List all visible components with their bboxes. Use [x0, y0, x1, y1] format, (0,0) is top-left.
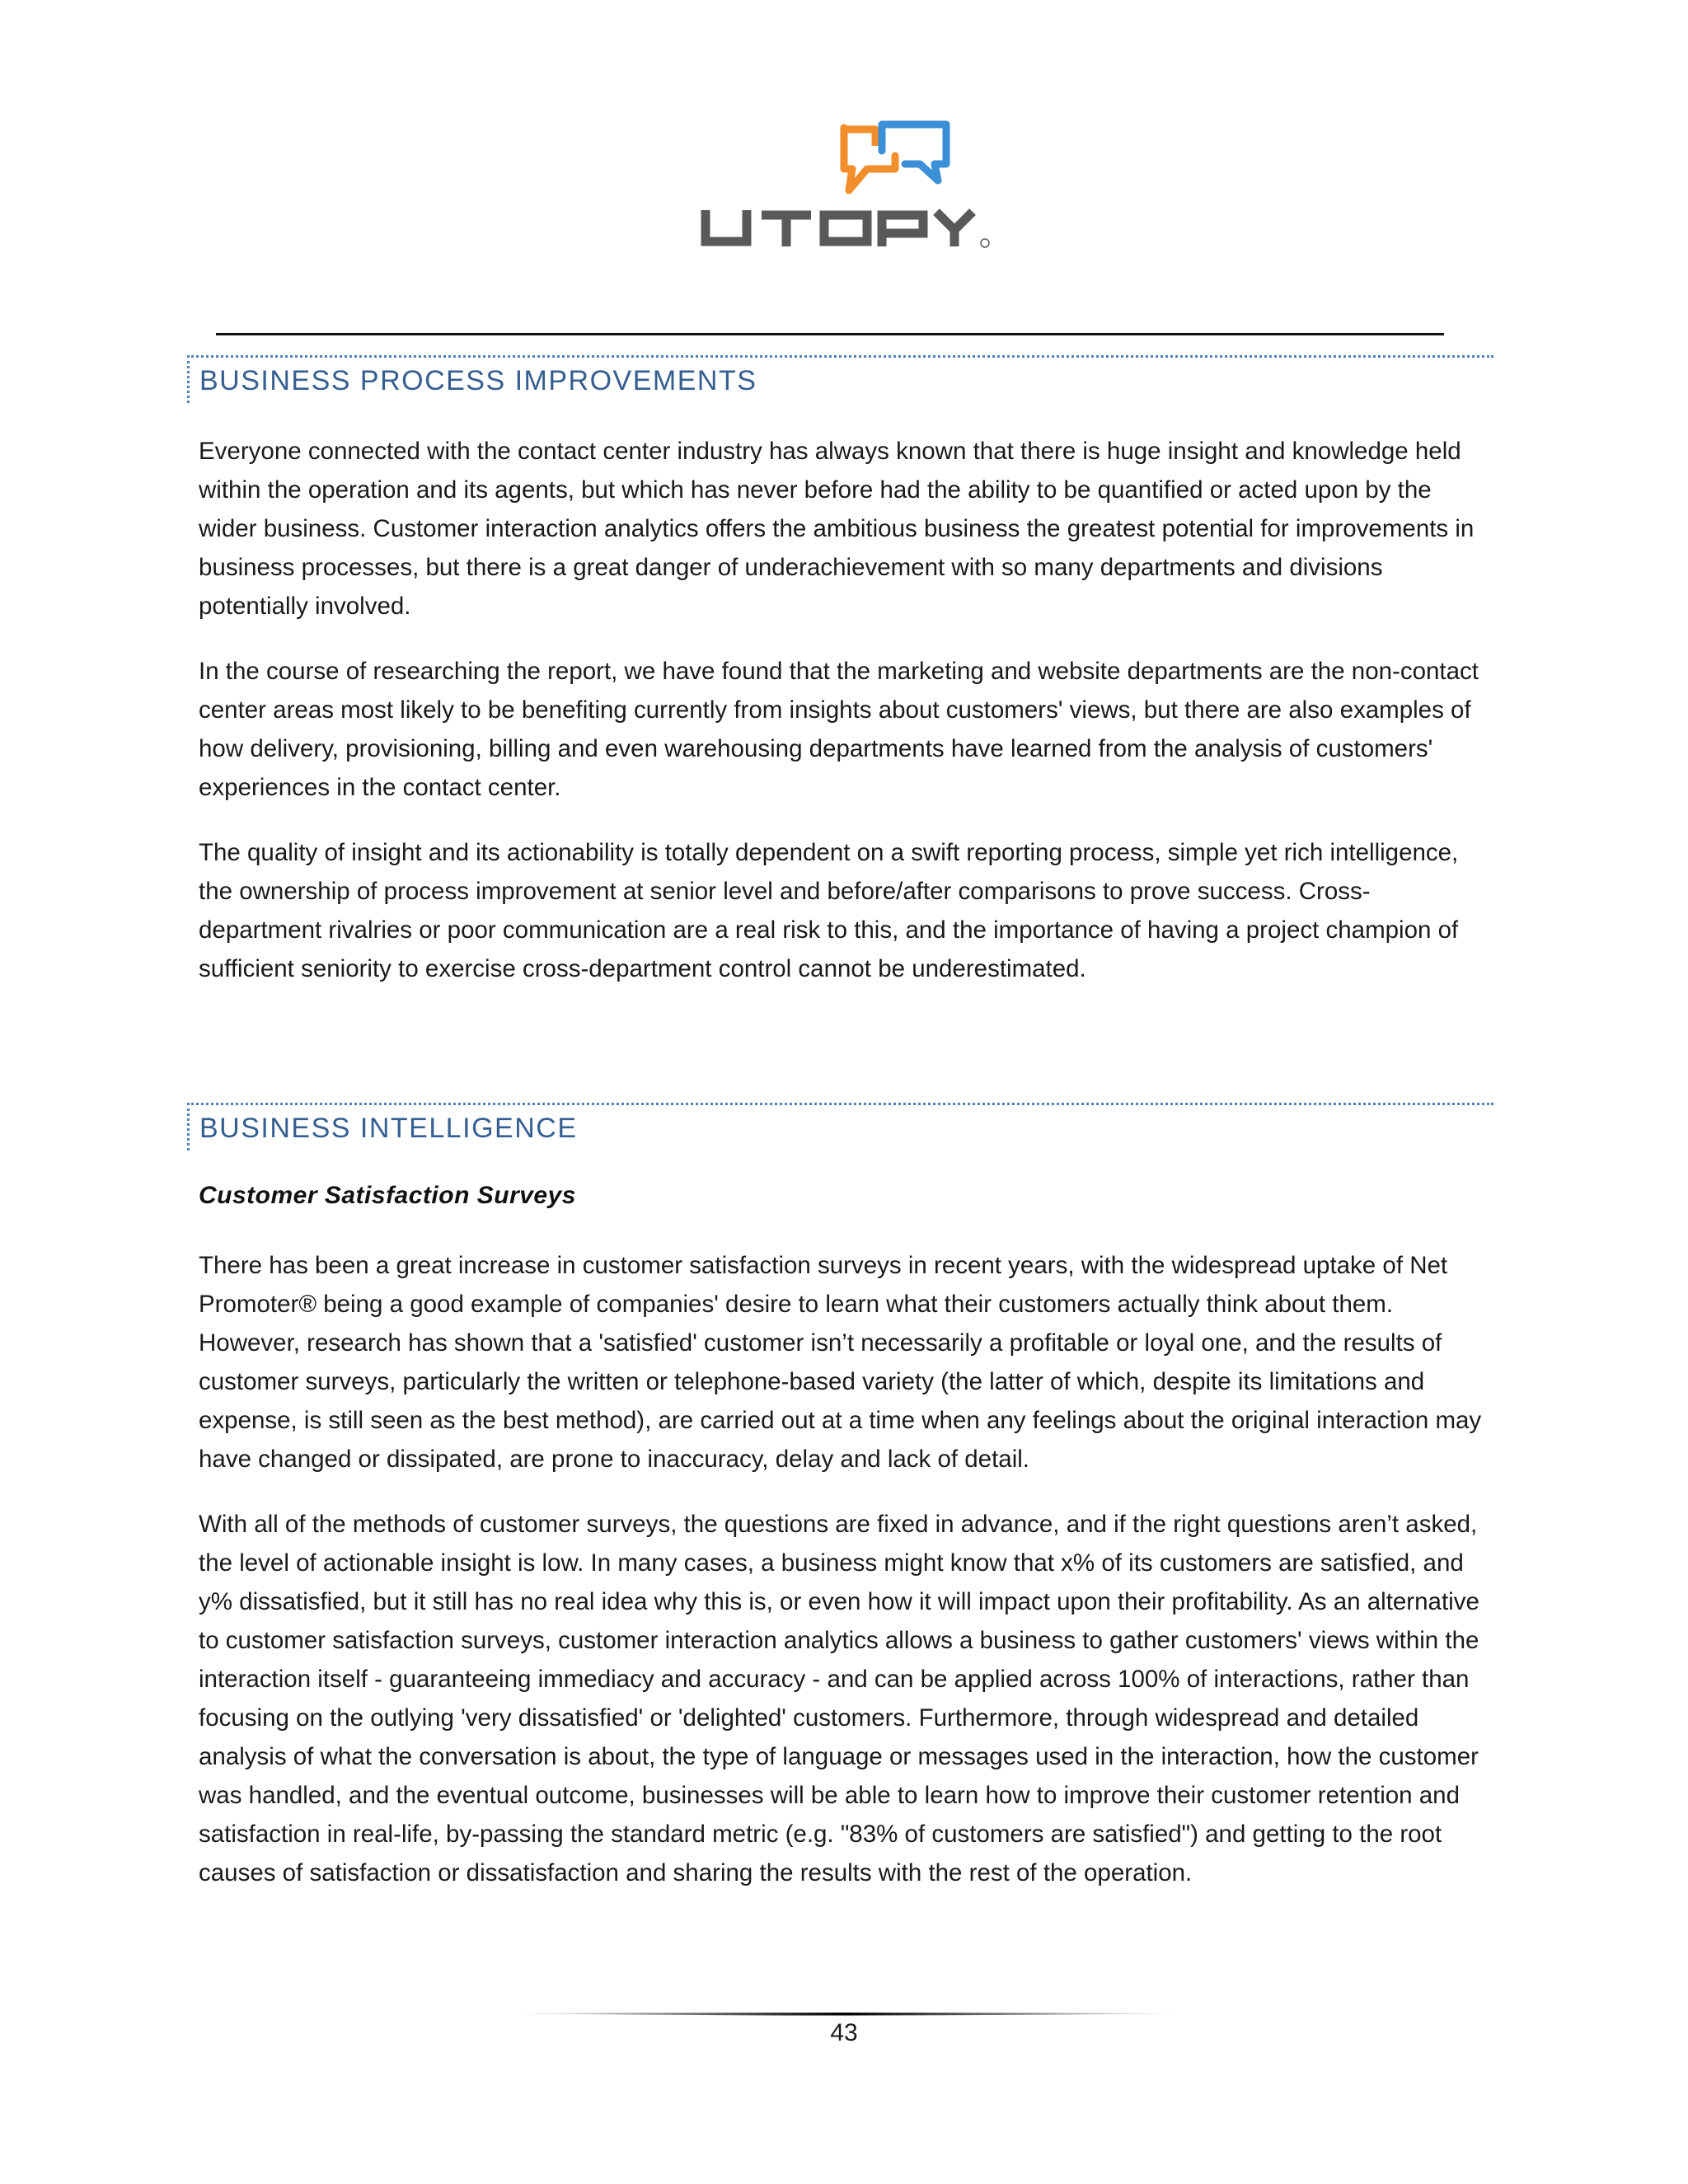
utopy-logo	[699, 120, 992, 255]
paragraph: The quality of insight and its actionability is totally dependent on a swift reporting process, simple yet rich intelligence, the ownership of process improvement at senior level and before/after comparisons to prove success. Cross-department rivalries or poor communication are a real risk to this, and the importance of having a project champion of sufficient seniority to exercise cross-department control cannot be underestimated.	[199, 839, 1459, 982]
section-business-intelligence	[187, 1103, 1493, 1151]
section-heading-box	[187, 1103, 1493, 1151]
section-heading-box	[187, 355, 1493, 403]
page-number: 43	[830, 2019, 858, 2046]
section-business-process-improvements	[187, 355, 1493, 403]
paragraph: There has been a great increase in customer satisfaction surveys in recent years, with the widespread uptake of Net Promoter® being a good example of companies' desire to learn what their customers actually think about them. However, research has shown that a 'satisfied' customer isn’t necessarily a profitable or loyal one, and the results of customer surveys, particularly the written or telephone-based variety (the latter of which, despite its limitations and expense, is still seen as the best method), are carried out at a time when any feelings about the original interaction may have changed or dissipated, are prone to inaccuracy, delay and lack of detail.	[199, 1252, 1482, 1473]
section-heading: BUSINESS PROCESS IMPROVEMENTS	[199, 365, 757, 396]
paragraph: With all of the methods of customer surveys, the questions are fixed in advance, and if the right questions aren’t asked, the level of actionable insight is low. In many cases, a business might know that x% of its customers are satisfied, and y% dissatisfied, but it still has no real idea why this is, or even how it will impact upon their profitability. As an alternative to customer satisfaction surveys, customer interaction analytics allows a business to gather customers' views within the interaction itself - guaranteeing immediacy and accuracy - and can be applied across 100% of interactions, rather than focusing on the outlying 'very dissatisfied' or 'delighted' customers. Furthermore, through widespread and detailed analysis of what the conversation is about, the type of language or messages used in the interaction, how the customer was handled, and the eventual outcome, businesses will be able to learn how to improve their customer retention and satisfaction in real-life, by-passing the standard metric (e.g. "83% of customers are satisfied") and getting to the root causes of satisfaction or dissatisfaction and sharing the results with the rest of the operation.	[199, 1511, 1479, 1886]
section-1-body	[199, 432, 1493, 1015]
footer-divider	[503, 2008, 1187, 2014]
header-divider	[216, 333, 1444, 335]
paragraph: Everyone connected with the contact center industry has always known that there is huge insight and knowledge held within the operation and its agents, but which has never before had the ability to be quantified or acted upon by the wider business. Customer interaction analytics offers the ambitious business the greatest potential for improvements in business processes, but there is a great danger of underachievement with so many departments and divisions potentially involved.	[199, 438, 1475, 620]
section-2-body	[199, 1246, 1493, 1919]
paragraph: In the course of researching the report, we have found that the marketing and website departments are the non-contact center areas most likely to be benefiting currently from insights about customers' views, but there are also examples of how delivery, provisioning, billing and even warehousing departments have learned from the analysis of customers' experiences in the contact center.	[199, 658, 1479, 801]
section-heading: BUSINESS INTELLIGENCE	[199, 1113, 578, 1144]
subheading: Customer Satisfaction Surveys	[199, 1182, 576, 1209]
